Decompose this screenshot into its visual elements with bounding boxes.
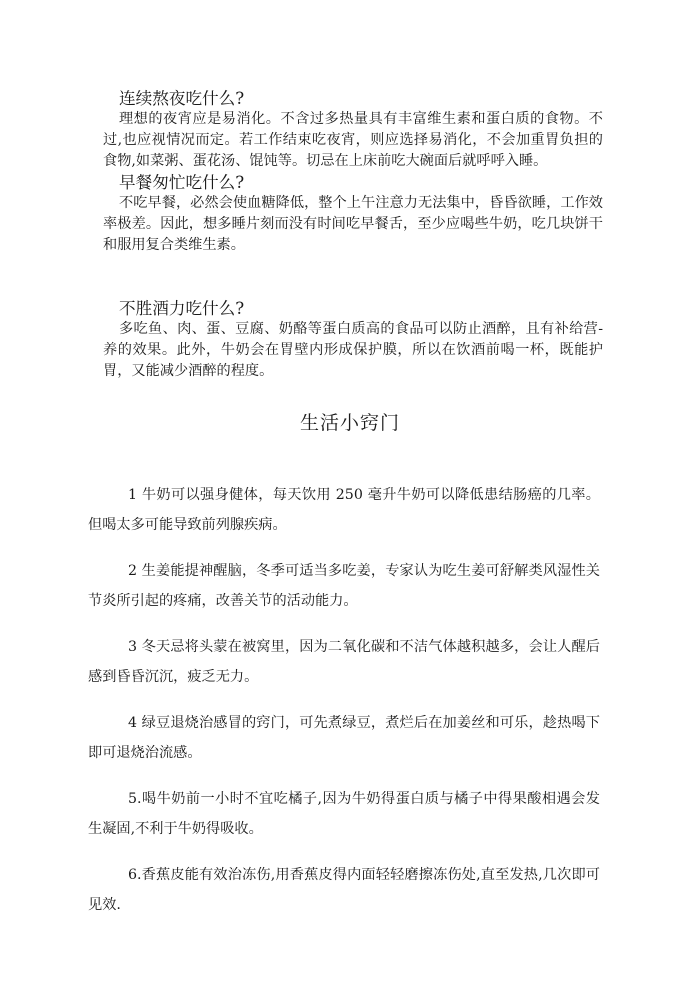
qa-section <box>103 88 603 382</box>
tips-list <box>88 480 600 936</box>
question-heading: 早餐匆忙吃什么? <box>119 173 245 192</box>
blank-spacer <box>103 256 603 298</box>
tip-item: 5.喝牛奶前一小时不宜吃橘子,因为牛奶得蛋白质与橘子中得果酸相遇会发生凝固,不利于牛奶得吸收。 <box>88 791 600 837</box>
tip-item: 6.香蕉皮能有效治冻伤,用香蕉皮得内面轻轻磨擦冻伤处,直至发热,几次即可见效. <box>88 867 600 913</box>
tip-item: 4 绿豆退烧治感冒的窍门，可先煮绿豆，煮烂后在加姜丝和可乐，趁热喝下即可退烧治流感。 <box>88 715 600 761</box>
tip-item: 3 冬天忌将头蒙在被窝里，因为二氧化碳和不洁气体越积越多，会让人醒后感到昏昏沉沉，疲乏无力。 <box>88 639 600 685</box>
answer-paragraph: 理想的夜宵应是易消化。不含过多热量具有丰富维生素和蛋白质的食物。不过,也应视情况而定。若工作结束吃夜宵，则应选择易消化，不会加重胃负担的食物,如菜粥、蛋花汤、馄饨等。切忌在上床前吃大碗面后就呼呼入睡。 <box>103 111 603 169</box>
answer-paragraph: 多吃鱼、肉、蛋、豆腐、奶酪等蛋白质高的食品可以防止酒醉，且有补给营-养的效果。此外，牛奶会在胃壁内形成保护膜，所以在饮酒前喝一杯，既能护胃，又能减少酒醉的程度。 <box>103 321 603 379</box>
page-title: 生活小窍门 <box>299 412 400 434</box>
question-heading: 连续熬夜吃什么? <box>119 89 245 108</box>
question-heading: 不胜酒力吃什么? <box>119 299 245 318</box>
tip-item: 2 生姜能提神醒脑，冬季可适当多吃姜，专家认为吃生姜可舒解类风湿性关节炎所引起的疼痛，改善关节的活动能力。 <box>88 563 600 609</box>
answer-paragraph: 不吃早餐，必然会使血糖降低，整个上午注意力无法集中，昏昏欲睡，工作效率极差。因此，想多睡片刻而没有时间吃早餐舌，至少应喝些牛奶，吃几块饼干和服用复合类维生素。 <box>103 195 603 253</box>
tip-item: 1 牛奶可以强身健体，每天饮用 250 毫升牛奶可以降低患结肠癌的几率。但喝太多可能导致前列腺疾病。 <box>88 487 600 533</box>
